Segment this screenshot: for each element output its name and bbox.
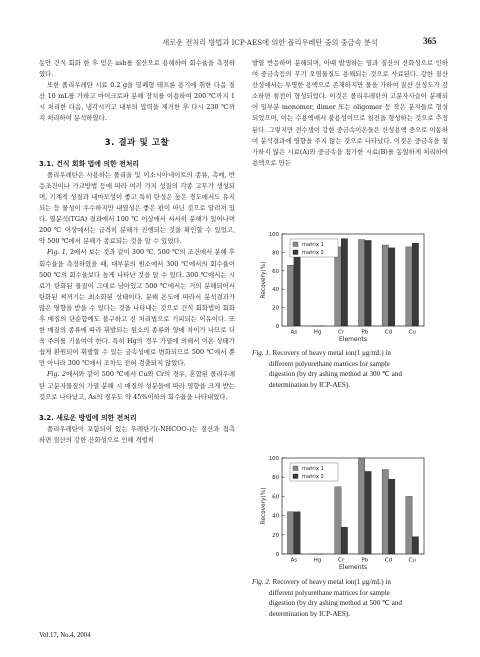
- x-tick-label: Cr: [338, 557, 345, 564]
- legend-swatch: [293, 474, 298, 479]
- y-tick-label: 80: [272, 475, 279, 482]
- paragraph: [39, 369, 235, 402]
- x-tick-label: Cu: [408, 329, 416, 336]
- paragraph: 또한 폴리우레탄 시료 0.2 g을 밀폐형 테프론 용기에 취한 다음 질산 10 mL를 가하고 마이크로파 분해 장치를 이용하여 200 ℃까지 1시 처리한 다음, 냉각시키고 내부의 압력을 제거한 후 다시 230 ℃까지 처리하여 분석하였다.: [39, 81, 235, 123]
- legend-swatch: [293, 466, 298, 471]
- x-tick-label: Cd: [384, 329, 393, 336]
- bar: [389, 248, 395, 326]
- right-column: [252, 58, 448, 169]
- footer-volume: Vol.17, No.4, 2004: [39, 632, 91, 639]
- y-tick-label: 60: [272, 268, 279, 275]
- bar: [335, 487, 341, 554]
- paragraph-text: 에서와 같이 500 ℃에서 Cu와 Cr의 경우, 혼합된 폴리우레탄 고분자물질의 가열 분해 시 매질의 성분들에 따라 영향을 크게 받는 것으로 나타났고, As의 경우도 약 45%이하의 회수율을 나타내었다.: [39, 370, 235, 401]
- figure-2-caption: [252, 577, 448, 619]
- x-tick-label: As: [290, 557, 298, 564]
- caption-text: digestion (by dry ashing method at 300 ℃ and: [269, 370, 402, 379]
- bar: [358, 240, 364, 326]
- paragraph: [39, 247, 235, 369]
- y-tick-label: 40: [272, 287, 279, 294]
- legend-swatch: [293, 242, 298, 247]
- left-column: [39, 58, 235, 446]
- figure-1: [252, 228, 448, 398]
- bar: [412, 243, 418, 326]
- bar: [389, 479, 395, 554]
- paragraph: 폴리우레탄은 사용하는 폴리올 및 이소시아네이트의 종류, 촉매, 반응조건이나 가교방법 등에 따라 여러 가지 성질의 각종 고무가 생성되며, 기계적 성질과 내마모성이 좋고 특히 탄성은 높은 경도에서도 유지되는 등 물성이 우수하지만 내열성은 좋은 편이 아닌 것으로 알려져 있다. 열분석(TGA) 결과에서 100 ℃ 이상에서 서서히 분해가 일어나며 200 ℃ 이상에서는 급격히 분해가 진행되는 것을 확인할 수 있었고, 약 500 ℃에서 분해가 종료되는 것을 알 수 있었다.: [39, 170, 235, 246]
- y-tick-label: 0: [275, 552, 279, 558]
- x-tick-label: Cu: [408, 557, 416, 564]
- bar: [406, 247, 412, 326]
- bar: [287, 512, 293, 554]
- y-axis-label: Recovery(%): [261, 487, 267, 525]
- caption-label: Fig. 1.: [252, 349, 271, 357]
- bar: [294, 256, 300, 326]
- bar: [358, 458, 364, 554]
- page-number: 365: [423, 36, 437, 46]
- legend-label: matrix 1: [302, 242, 324, 249]
- x-tick-label: Pb: [361, 329, 369, 336]
- paragraph: 동안 건식 회화 한 후 얻은 ash를 질산으로 용해하여 회수율을 측정하였다.: [39, 59, 235, 79]
- x-tick-label: Hg: [313, 329, 322, 336]
- paragraph-text: , 2에서 보는 것과 같이 300 ℃, 500 ℃의 조건에서 분해 후 회수율을 측정하였을 때, 대부분의 원소에서 300 ℃에서의 회수율이 500 ℃의 회수율보다 높게 나타난 것을 알 수 있다. 300 ℃에서는 시료가 탄화된 물질이 그대로 남아있고 500 ℃에서는 거의 분해되어서 탄화된 찌꺼기는 최소화된 상태이다. 분해 온도에 따라서 분석결과가 많은 영향을 받을 수 있다는 것을 나타내는 것으로 건식 회화법이 회화 후 매질의 단순함에도 불구하고 전 처리법으로 기피되는 이유이다. 또한 매질의 종류에 따라 휘발되는 원소의 종류와 양에 차이가 나므로 더욱 주의를 기울여야 한다. 특히 Hg의 경우 가열에 의해서 이온 상태가 쉽게 환원되어 휘발할 수 있는 금속성에로 변화되므로 500 ℃에서 뿐만 아니라 300 ℃에서 조차도 전혀 검출되지 않았다.: [39, 248, 235, 368]
- caption-text: different polyurethane matrices for sample: [269, 588, 390, 597]
- y-tick-label: 40: [272, 513, 279, 520]
- legend-label: matrix 2: [302, 474, 324, 481]
- x-axis-label: Elements: [339, 564, 367, 571]
- x-tick-label: Hg: [313, 557, 322, 564]
- figure-reference: Fig. 2: [47, 370, 67, 379]
- y-tick-label: 60: [272, 494, 279, 501]
- x-tick-label: Cd: [384, 557, 393, 564]
- bar: [382, 470, 388, 554]
- y-tick-label: 20: [272, 532, 279, 539]
- x-tick-label: As: [290, 329, 298, 336]
- bar: [412, 537, 418, 554]
- caption-label: Fig. 2.: [252, 578, 271, 586]
- y-axis-label: Recovery(%): [261, 261, 267, 299]
- bar: [365, 240, 371, 326]
- paragraph: 발열 반응하며 분해되며, 이때 발생하는 열과 질산의 산화성으로 인하여 중금속등의 무기 오염물질도 용해되는 것으로 사료된다. 강한 질산 산성에서는 투명한 용액으로 존재하지만 물을 가하여 질산 산성도가 감소하면 침전이 형성되었다. 이것은 폴리우레탄의 고분자사슬이 분해되어 일부분 monomer, dimer 또는 oligomer 등 작은 분자들로 형성되었으며, 이는 수용액에서 불용성이므로 침전을 형성하는 것으로 추정된다. 그렇지만 전수생이 강한 중금속이온들은 산성용액 중으로 이동하여 분석결과에 영향을 주지 않는 것으로 나타났다. 이것은 중금속을 첨가하지 않은 시료(A)와 중금속을 첨가한 시료(B)를 동일하게 처리하여 용액으로 만든: [252, 59, 448, 167]
- paragraph: 폴리우레탄이 포함되어 있는 우레탄기(-NHCOO-)는 질산과 접촉하면 질산의 강한 산화성으로 인해 격렬히: [39, 424, 235, 444]
- legend-label: matrix 1: [302, 466, 324, 473]
- legend-swatch: [293, 250, 298, 255]
- caption-text: Recovery of heavy metal ion(1 μg/mL) in: [272, 578, 391, 586]
- figure-2-chart: [252, 452, 448, 574]
- bar: [335, 247, 341, 326]
- caption-text: determination by ICP-AES).: [269, 609, 350, 618]
- y-tick-label: 100: [268, 456, 279, 462]
- figure-2: [252, 452, 448, 630]
- bar: [341, 239, 347, 326]
- legend-label: matrix 2: [302, 250, 324, 257]
- caption-text: digestion (by dry ashing method at 500 ℃ and: [269, 599, 402, 608]
- running-title: 새로운 전처리 방법과 ICP-AES에 의한 폴리우레탄 중의 중금속 분석: [162, 38, 378, 47]
- bar: [287, 265, 293, 326]
- subsection-heading: 3.2. 새로운 방법에 의한 전처리: [39, 413, 137, 422]
- bar: [382, 245, 388, 326]
- subsection-heading: 3.1. 건식 회화 법에 의한 전처리: [39, 159, 140, 168]
- figure-1-caption: [252, 348, 448, 390]
- bar: [294, 512, 300, 554]
- caption-text: determination by ICP-AES).: [269, 380, 350, 389]
- x-tick-label: Cr: [338, 329, 345, 336]
- figure-1-chart: [252, 228, 448, 346]
- bar: [365, 471, 371, 554]
- y-tick-label: 20: [272, 305, 279, 312]
- y-tick-label: 0: [275, 324, 279, 330]
- bar: [406, 496, 412, 554]
- caption-text: different polyurethane matrices for sample: [269, 359, 390, 368]
- x-tick-label: Pb: [361, 557, 369, 564]
- y-tick-label: 100: [268, 232, 279, 238]
- y-tick-label: 80: [272, 250, 279, 257]
- bar: [341, 527, 347, 554]
- caption-text: Recovery of heavy metal ion(1 μg/mL) in: [272, 349, 391, 357]
- figure-reference: Fig. 1: [47, 248, 66, 257]
- x-axis-label: Elements: [339, 336, 367, 343]
- section-heading: 3. 결과 및 고찰: [104, 137, 170, 148]
